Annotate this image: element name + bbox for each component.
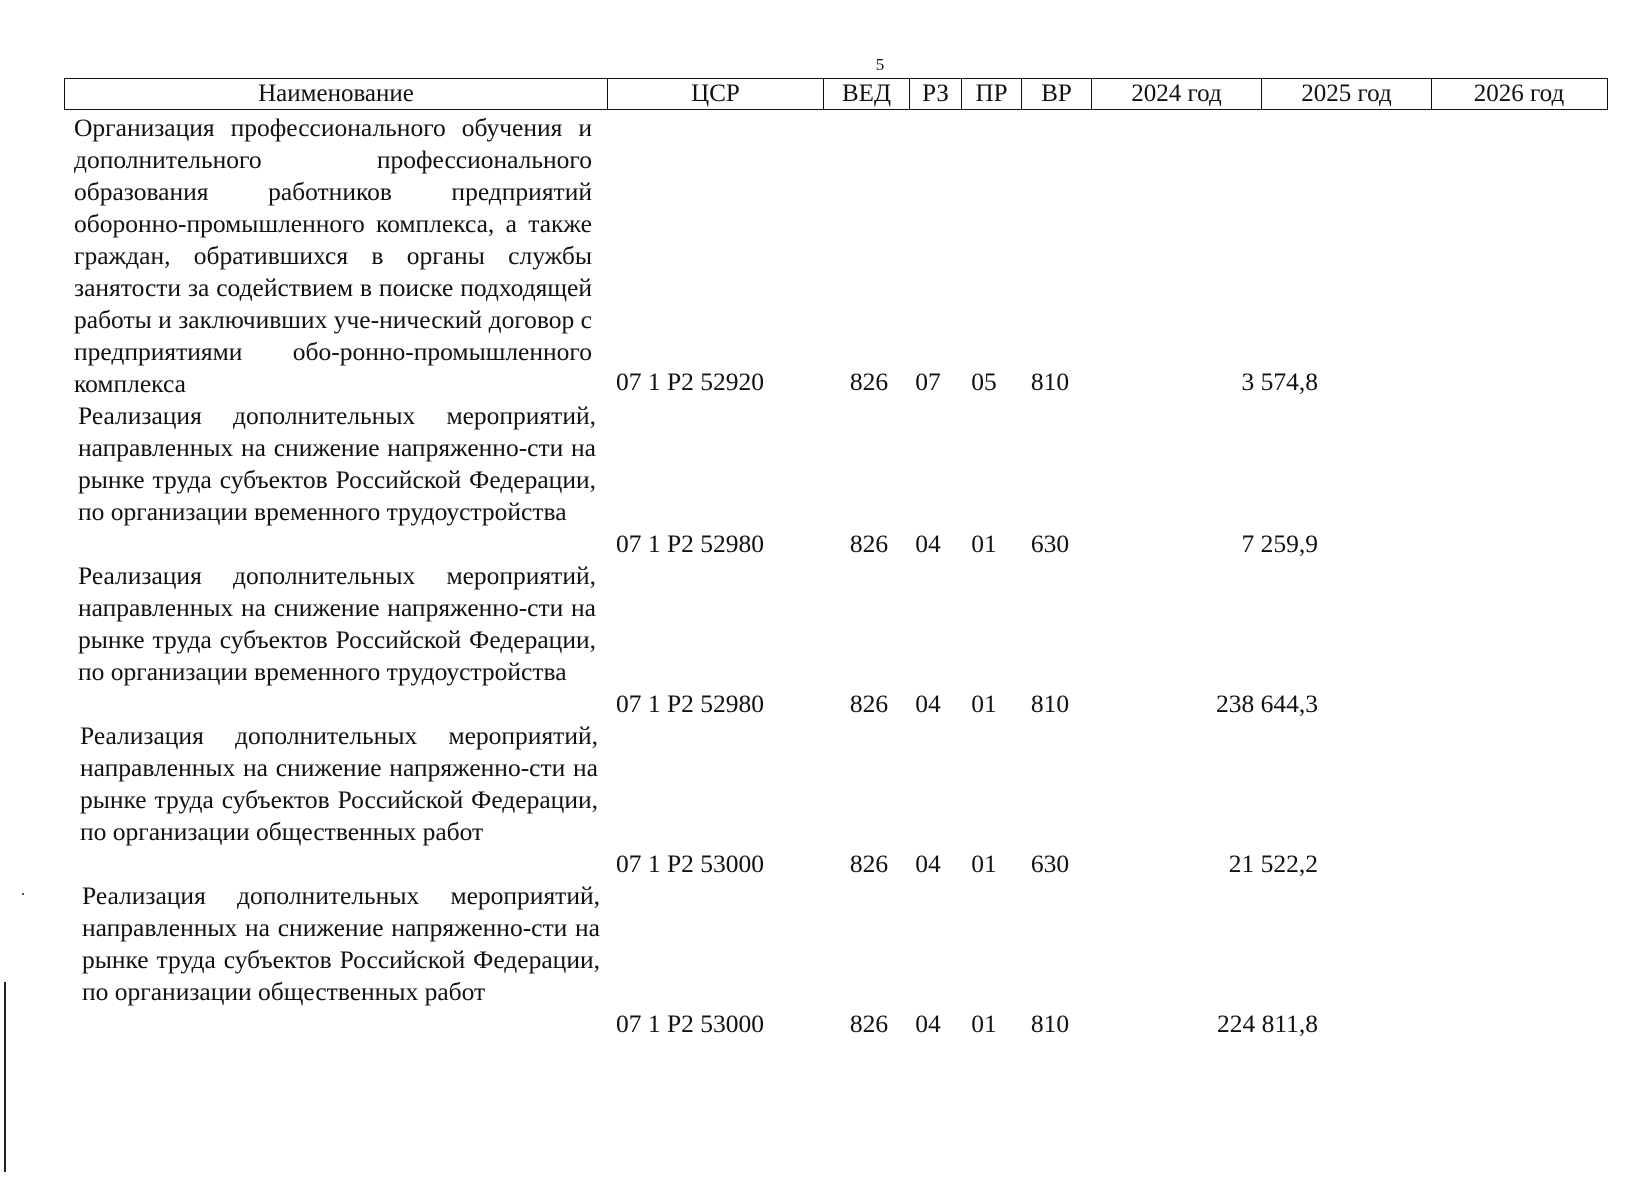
row-name: Реализация дополнительных мероприятий, направленных на снижение напряженно-сти на рынке труда субъектов Российской Федерации, по организации временного трудоустройства [78,561,596,686]
row-name: Реализация дополнительных мероприятий, направленных на снижение напряженно-сти на рынке труда субъектов Российской Федерации, по организации общественных работ [82,881,600,1006]
row-pr: 05 [971,367,997,396]
row-csr: 07 1 Р2 52920 [616,367,765,396]
row-name: Реализация дополнительных мероприятий, направленных на снижение напряженно-сти на рынке труда субъектов Российской Федерации, по организации общественных работ [80,721,598,846]
scan-artifact-dot [22,893,24,895]
row-pr: 01 [971,689,997,718]
row-csr: 07 1 Р2 53000 [616,849,765,878]
header-2026: 2026 год [1473,80,1565,107]
header-name: Наименование [65,79,608,109]
row-rz: 04 [915,1009,941,1038]
row-vr: 630 [1030,529,1070,558]
row-2024: 238 644,3 [1216,689,1318,718]
row-vr: 810 [1030,689,1070,718]
row-vr: 810 [1030,1009,1070,1038]
row-pr: 01 [971,529,997,558]
table-row [64,400,1608,560]
row-rz: 04 [915,529,941,558]
scan-artifact-line [4,982,6,1172]
row-pr: 01 [971,849,997,878]
header-ved: ВЕД [824,79,910,109]
row-2024: 3 574,8 [1241,367,1318,396]
header-vr: ВР [1022,79,1092,109]
header-2024: 2024 год [1092,79,1262,109]
row-ved: 826 [849,367,889,396]
table-row [64,880,1608,1040]
header-2025: 2025 год [1262,79,1432,109]
row-csr: 07 1 Р2 53000 [616,1009,765,1038]
row-name: Реализация дополнительных мероприятий, направленных на снижение напряженно-сти на рынке труда субъектов Российской Федерации, по организации временного трудоустройства [78,401,596,526]
row-vr: 810 [1030,367,1070,396]
header-csr: ЦСР [608,79,824,109]
table-row [64,112,1608,400]
row-csr: 07 1 Р2 52980 [616,529,765,558]
table-row [64,720,1608,880]
row-2024: 224 811,8 [1216,1009,1318,1038]
row-2024: 7 259,9 [1241,529,1318,558]
row-vr: 630 [1030,849,1070,878]
row-ved: 826 [849,1009,889,1038]
row-rz: 07 [915,367,941,396]
row-ved: 826 [849,849,889,878]
row-name: Организация профессионального обучения и дополнительного профессионального образования работников предприятий оборонно-промышленного комплекса, а также граждан, обратившихся в органы службы занятости за содействием в поиске подходящей работы и заключивших уче-нический договор с предприятиями обо-ронно-промышленного комплекса [74,113,592,398]
header-rz: РЗ [910,79,962,109]
row-ved: 826 [849,529,889,558]
row-ved: 826 [849,689,889,718]
row-rz: 04 [915,849,941,878]
table-row [64,560,1608,720]
row-csr: 07 1 Р2 52980 [616,689,765,718]
page-number: 5 [875,55,885,74]
table-header [64,78,1608,110]
row-rz: 04 [915,689,941,718]
row-2024: 21 522,2 [1228,849,1318,878]
row-pr: 01 [971,1009,997,1038]
header-pr: ПР [962,79,1022,109]
